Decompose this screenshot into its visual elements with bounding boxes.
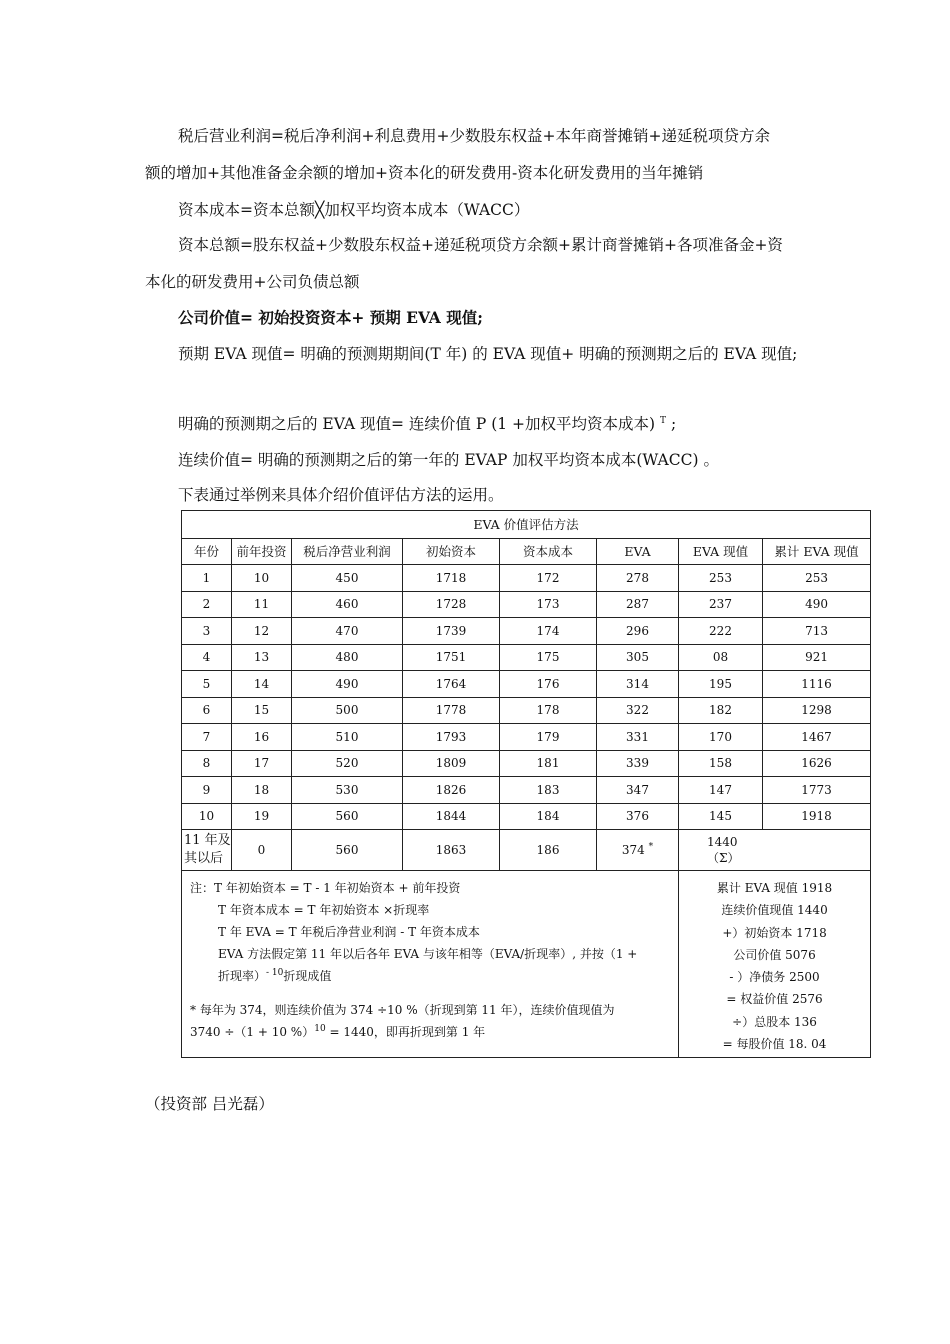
table-cell: 305 — [597, 644, 679, 671]
table-cell: 222 — [679, 618, 763, 645]
table-cell: 7 — [182, 724, 232, 751]
paragraph-table-intro — [178, 484, 950, 506]
paragraph-text: 资本成本=资本总额╳加权平均资本成本（WACC） — [178, 201, 530, 219]
table-cell: 8 — [182, 750, 232, 777]
table-cell: 1718 — [403, 565, 500, 592]
table-cell: 17 — [232, 750, 292, 777]
table-cell: 376 — [597, 803, 679, 830]
table-body — [182, 565, 871, 830]
table-cell: 13 — [232, 644, 292, 671]
paragraph-text: 资本总额=股东权益+少数股东权益+递延税项贷方余额+累计商誉摊销+各项准备金+资 — [178, 236, 783, 254]
eva-valuation-table — [181, 510, 871, 1058]
table-cell: 1844 — [403, 803, 500, 830]
table-cell: 1773 — [763, 777, 871, 804]
table-cell: 347 — [597, 777, 679, 804]
table-cell: 1467 — [763, 724, 871, 751]
table-cell — [597, 830, 679, 871]
table-cell: 1728 — [403, 591, 500, 618]
note-text: = 1440，即再折现到第 1 年 — [325, 1025, 486, 1039]
table-cell: 1 — [182, 565, 232, 592]
paragraph-text: 下表通过举例来具体介绍价值评估方法的运用。 — [178, 486, 504, 504]
superscript: T — [660, 415, 667, 426]
table-cell: 921 — [763, 644, 871, 671]
table-cell: 5 — [182, 671, 232, 698]
table-cell: 520 — [292, 750, 403, 777]
table-cell: 530 — [292, 777, 403, 804]
paragraph-total-capital-line1 — [178, 234, 950, 256]
column-header: 资本成本 — [500, 539, 597, 565]
column-header: 前年投资 — [232, 539, 292, 565]
table-cell: 10 — [232, 565, 292, 592]
table-cell: 278 — [597, 565, 679, 592]
table-cell: 195 — [679, 671, 763, 698]
table-cell: 560 — [292, 830, 403, 871]
footer-attribution — [145, 1093, 950, 1115]
table-cell: 1764 — [403, 671, 500, 698]
table-row — [182, 697, 871, 724]
table-cell: 19 — [232, 803, 292, 830]
summary-line: 公司价值 5076 — [733, 947, 816, 962]
table-cell: 173 — [500, 591, 597, 618]
table-cell: 470 — [292, 618, 403, 645]
table-cell: 6 — [182, 697, 232, 724]
table-cell: 179 — [500, 724, 597, 751]
table-cell: 480 — [292, 644, 403, 671]
table-notes — [182, 871, 679, 1058]
paragraph-capital-cost — [178, 199, 950, 221]
table-cell: 253 — [679, 565, 763, 592]
table-cell: 490 — [763, 591, 871, 618]
column-header: 年份 — [182, 539, 232, 565]
table-cell: 253 — [763, 565, 871, 592]
table-cell: 713 — [763, 618, 871, 645]
summary-line: +）初始资本 1718 — [722, 925, 827, 940]
table-cell: 14 — [232, 671, 292, 698]
note-line — [190, 1021, 674, 1043]
paragraph-post-forecast-eva — [178, 413, 950, 435]
table-cell: 314 — [597, 671, 679, 698]
paragraph-text: 预期 EVA 现值= 明确的预测期期间(T 年) 的 EVA 现值+ 明确的预测期之后的 EVA 现值; — [178, 345, 798, 363]
paragraph-text: 税后营业利润=税后净利润+利息费用+少数股东权益+本年商誉摊销+递延税项贷方余 — [178, 127, 770, 145]
table-cell: 184 — [500, 803, 597, 830]
paragraph-total-capital-line2 — [145, 271, 950, 293]
note-gap — [190, 987, 674, 999]
table-cell: 176 — [500, 671, 597, 698]
column-header: 初始资本 — [403, 539, 500, 565]
paragraph-company-value — [178, 307, 950, 329]
table-cell: 1739 — [403, 618, 500, 645]
superscript: 10 — [314, 1024, 326, 1034]
table-row-terminal — [182, 830, 871, 871]
table-cell: 1116 — [763, 671, 871, 698]
table-cell: 170 — [679, 724, 763, 751]
table-cell: 10 — [182, 803, 232, 830]
summary-line: 累计 EVA 现值 1918 — [716, 881, 833, 895]
table-row — [182, 565, 871, 592]
table-cell: 500 — [292, 697, 403, 724]
table-row — [182, 591, 871, 618]
paragraph-text: 连续价值= 明确的预测期之后的第一年的 EVAP 加权平均资本成本(WACC) 。 — [178, 451, 719, 469]
table-cell: 339 — [597, 750, 679, 777]
table-cell: 1863 — [403, 830, 500, 871]
table-cell: 145 — [679, 803, 763, 830]
table-cell: 510 — [292, 724, 403, 751]
table-cell: 1626 — [763, 750, 871, 777]
column-header: 税后净营业利润 — [292, 539, 403, 565]
note-line: * 每年为 374，则连续价值为 374 ÷10 %（折现到第 11 年），连续价值现值为 — [190, 1003, 615, 1017]
table-cell: 3 — [182, 618, 232, 645]
table-cell: 2 — [182, 591, 232, 618]
table-cell: 16 — [232, 724, 292, 751]
table-cell: 181 — [500, 750, 597, 777]
summary-line: = 权益价值 2576 — [726, 992, 823, 1007]
paragraph-text: （投资部 吕光磊） — [145, 1095, 274, 1113]
cell-text: 374 — [621, 843, 645, 857]
table-cell: 460 — [292, 591, 403, 618]
note-line: T 年 EVA = T 年税后净营业利润 - T 年资本成本 — [218, 925, 480, 939]
superscript: - 10 — [266, 968, 284, 978]
asterisk-mark: * — [648, 842, 654, 852]
table-cell: 4 — [182, 644, 232, 671]
table-cell: 322 — [597, 697, 679, 724]
table-cell: 172 — [500, 565, 597, 592]
terminal-year-cell — [182, 830, 232, 871]
paragraph-text: 额的增加+其他准备金余额的增加+资本化的研发费用-资本化研发费用的当年摊销 — [145, 164, 704, 182]
table-cell: 186 — [500, 830, 597, 871]
table-cell: 182 — [679, 697, 763, 724]
table-cell: 237 — [679, 591, 763, 618]
table-row — [182, 750, 871, 777]
table-row — [182, 618, 871, 645]
table-cell: 147 — [679, 777, 763, 804]
table-cell: 1826 — [403, 777, 500, 804]
table-cell: 450 — [292, 565, 403, 592]
paragraph-continuing-value — [178, 449, 950, 471]
table-row — [182, 724, 871, 751]
table-cell: 08 — [679, 644, 763, 671]
paragraph-nopat-line2 — [145, 162, 950, 184]
table-cell: 1751 — [403, 644, 500, 671]
table-cell: 1809 — [403, 750, 500, 777]
table-cell: 1778 — [403, 697, 500, 724]
note-line: T 年资本成本 = T 年初始资本 ×折现率 — [218, 903, 430, 917]
table-cell: 9 — [182, 777, 232, 804]
table-cell: 560 — [292, 803, 403, 830]
valuation-summary — [679, 871, 871, 1058]
note-text: 3740 ÷（1 + 10 %） — [190, 1025, 315, 1039]
table-cell: 178 — [500, 697, 597, 724]
summary-line: 连续价值现值 1440 — [721, 903, 828, 918]
note-line: EVA 方法假定第 11 年以后各年 EVA 与该年相等（EVA/折现率）, 并按（1 + — [218, 947, 638, 961]
table-row — [182, 803, 871, 830]
column-header: EVA 现值 — [679, 539, 763, 565]
table-cell: 158 — [679, 750, 763, 777]
table-cell: 287 — [597, 591, 679, 618]
cell-text: 1440 — [707, 835, 738, 849]
table-row — [182, 644, 871, 671]
table-cell: 12 — [232, 618, 292, 645]
note-line: 注：T 年初始资本 = T - 1 年初始资本 + 前年投资 — [190, 881, 461, 895]
table-cell: 11 — [232, 591, 292, 618]
paragraph-expected-eva — [178, 343, 950, 365]
table-title-row — [182, 511, 871, 539]
paragraph-nopat-line1 — [178, 125, 950, 147]
paragraph-text: 公司价值= 初始投资资本+ 预期 EVA 现值; — [178, 308, 483, 327]
paragraph-text: ; — [670, 415, 677, 433]
table-cell: 331 — [597, 724, 679, 751]
table-cell: 18 — [232, 777, 292, 804]
summary-line: ÷）总股本 136 — [732, 1014, 817, 1029]
paragraph-text: 明确的预测期之后的 EVA 现值= 连续价值 P (1 +加权平均资本成本) — [178, 415, 656, 433]
summary-line: = 每股价值 18. 04 — [722, 1037, 827, 1052]
summary-line: - ）净债务 2500 — [729, 970, 820, 985]
cell-text: 11 年及 — [184, 833, 231, 848]
table-cell: 0 — [232, 830, 292, 871]
column-header: EVA — [597, 539, 679, 565]
table-title: EVA 价值评估方法 — [182, 511, 871, 539]
table-cell: 1298 — [763, 697, 871, 724]
table-cell: 15 — [232, 697, 292, 724]
table-row — [182, 671, 871, 698]
table-row — [182, 777, 871, 804]
note-line — [190, 965, 674, 987]
paragraph-text: 本化的研发费用+公司负债总额 — [145, 273, 360, 291]
note-text: 折现成值 — [283, 969, 332, 983]
cell-text: （Σ） — [707, 851, 740, 865]
table-header-row — [182, 539, 871, 565]
table-cell: 1918 — [763, 803, 871, 830]
table-cell: 183 — [500, 777, 597, 804]
table-cell: 175 — [500, 644, 597, 671]
column-header: 累计 EVA 现值 — [763, 539, 871, 565]
table-cell: 174 — [500, 618, 597, 645]
note-text: 折现率） — [218, 969, 267, 983]
table-notes-row — [182, 871, 871, 1058]
table-cell: 296 — [597, 618, 679, 645]
terminal-pv-cell — [679, 830, 871, 871]
cell-text: 其以后 — [184, 851, 224, 866]
table-cell: 490 — [292, 671, 403, 698]
table-cell: 1793 — [403, 724, 500, 751]
